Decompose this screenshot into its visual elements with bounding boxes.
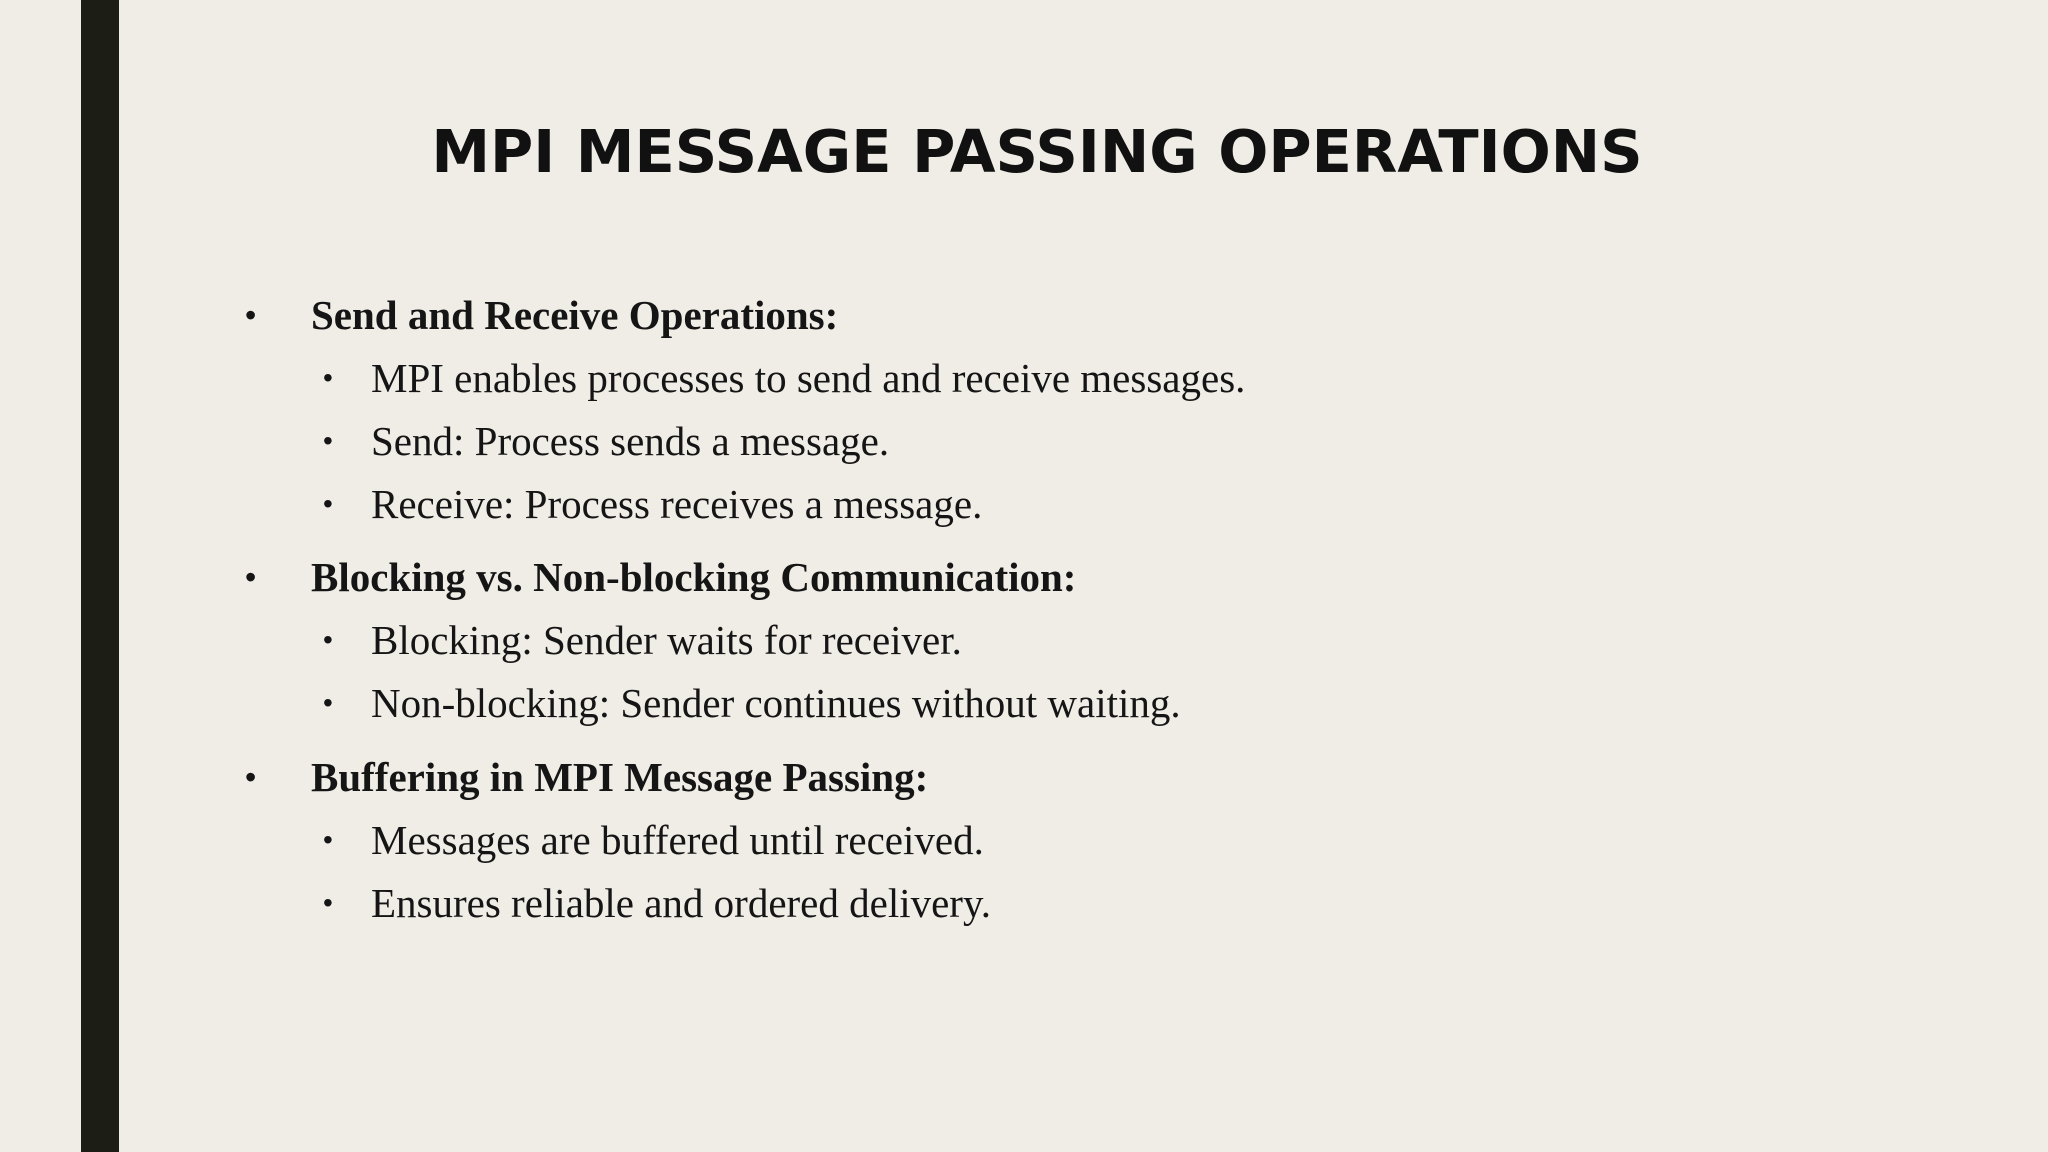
list-item-text: MPI enables processes to send and receive messages. [371, 355, 1246, 401]
bullet-icon: • [323, 624, 333, 655]
list-item-text: Receive: Process receives a message. [371, 481, 983, 527]
section-heading-text: Buffering in MPI Message Passing: [311, 754, 929, 800]
list-item-text: Blocking: Sender waits for receiver. [371, 617, 962, 663]
bullet-icon: • [323, 425, 333, 456]
bullet-icon: • [323, 362, 333, 393]
bullet-icon: • [323, 824, 333, 855]
list-item-text: Ensures reliable and ordered delivery. [371, 880, 992, 926]
slide-content [245, 0, 1845, 1152]
section-heading-text: Send and Receive Operations: [311, 292, 839, 338]
bullet-icon: • [245, 759, 257, 795]
bullet-icon: • [245, 297, 257, 333]
list-item-text: Messages are buffered until received. [371, 817, 984, 863]
bullet-icon: • [245, 559, 257, 595]
bullet-icon: • [323, 887, 333, 918]
section-heading-text: Blocking vs. Non-blocking Communication: [311, 554, 1077, 600]
slide-title: MPI MESSAGE PASSING OPERATIONS [431, 117, 1643, 186]
bullet-icon: • [323, 488, 333, 519]
list-item-text: Non-blocking: Sender continues without waiting. [371, 680, 1181, 726]
list-item-text: Send: Process sends a message. [371, 418, 890, 464]
bullet-icon: • [323, 687, 333, 718]
